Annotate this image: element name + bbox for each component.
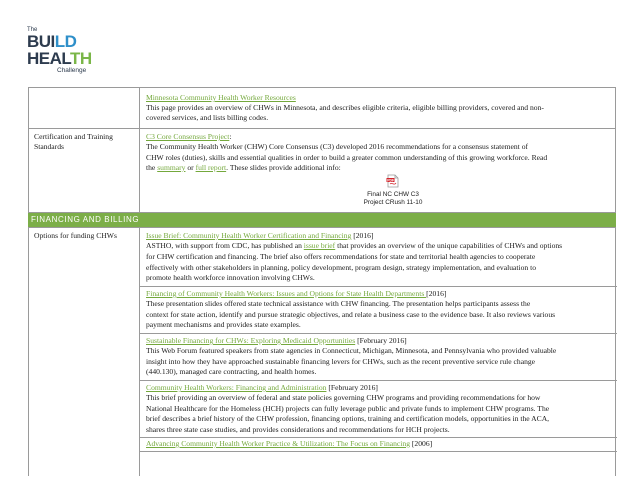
entry-1-line-1 <box>146 241 562 252</box>
pdf-label-line-2[interactable]: Project CRush 11-10 <box>363 199 423 206</box>
entry-divider <box>140 437 617 438</box>
c3-line3-or: or <box>185 163 196 172</box>
section-header-financing-billing: FINANCING AND BILLING <box>28 213 616 227</box>
row-label-cell <box>28 88 139 128</box>
certification-label-line-1: Certification and Training <box>34 132 113 141</box>
entry-4-line-2: National Healthcare for the Homeless (HCH) projects can fully leverage public and private funds to implement CHW programs. The <box>146 404 550 413</box>
logo-the-text: The <box>27 27 38 33</box>
entry-1-line-2: for CHW certification and financing. The brief also offers recommendations for state and territorial health agencies to cooperate <box>146 252 536 261</box>
entry-3-line-2: insight into how they have approached sustainable financing levers for CHWs, such as the recent preventive service rule change <box>146 357 536 366</box>
sustainable-financing-medicaid-link[interactable]: Sustainable Financing for CHWs: Exploring Medicaid Opportunities <box>146 336 356 345</box>
entry-2-line-3: payment mechanisms and provides state examples. <box>146 320 301 329</box>
pdf-label-line-1[interactable]: Final NC CHW C3 <box>367 191 419 198</box>
table-row-funding <box>0 228 638 476</box>
advancing-chw-practice-link[interactable]: Advancing Community Health Worker Practice & Utilization: The Focus on Financing <box>146 439 410 448</box>
funding-label: Options for funding CHWs <box>34 231 117 240</box>
entry-4-line-4: shares three state case studies, and provides considerations and recommendations for HCH projects. <box>146 425 450 434</box>
row-label-cell <box>28 228 139 476</box>
row-content-cell <box>139 129 616 212</box>
logo-build-part-a: BUI <box>27 32 55 51</box>
entry-3-line-1: This Web Forum featured speakers from state agencies in Connecticut, Michigan, Minnesota, and Pennsylvania who provided valuable <box>146 346 557 355</box>
entry-4-title-line <box>146 383 378 394</box>
c3-core-consensus-link[interactable]: C3 Core Consensus Project <box>146 132 230 141</box>
entry-1-line-1-pre: ASTHO, with support from CDC, has published an <box>146 241 304 250</box>
logo-challenge-text: Challenge <box>57 67 87 74</box>
minnesota-description-line-2: covered services, and lists billing codes. <box>146 113 269 122</box>
entry-divider <box>140 380 617 381</box>
full-report-link[interactable]: full report <box>195 163 227 172</box>
logo-health-part-b: TH <box>70 49 92 68</box>
summary-link[interactable]: summary <box>157 163 186 172</box>
chw-financing-administration-link[interactable]: Community Health Workers: Financing and Administration <box>146 383 327 392</box>
svg-text:PDF: PDF <box>387 178 395 183</box>
row-content-cell <box>139 228 616 476</box>
financing-chw-state-departments-link[interactable]: Financing of Community Health Workers: Issues and Options for State Health Departments <box>146 289 427 298</box>
logo-build-part-b: LD <box>54 32 77 51</box>
minnesota-description-line-1: This page provides an overview of CHWs in Minnesota, and describes eligible criteria, eligible billing providers, covered and non- <box>146 103 544 112</box>
entry-divider <box>140 333 617 334</box>
entry-1-line-4: promote health workforce innovation involving CHWs. <box>146 273 315 282</box>
logo-health-part-a: HEAL <box>27 49 71 68</box>
table-row-certification <box>0 129 638 212</box>
entry-4-line-1: This brief providing an overview of federal and state policies governing CHW programs and providing recommendations for how <box>146 393 541 402</box>
entry-4-year: [February 2016] <box>326 383 378 392</box>
c3-description-line-2: CHW roles (duties), skills and essential qualities in order to build a greater common understanding of this growing workforce. Read <box>146 153 548 162</box>
certification-label-line-2: Standards <box>34 142 64 151</box>
row-content-cell <box>139 88 616 128</box>
logo-health-text <box>27 50 92 67</box>
entry-5-year: [2006] <box>410 439 433 448</box>
entry-1-year: [2016] <box>351 231 374 240</box>
logo-build-text <box>27 33 76 50</box>
astho-issue-brief-title-link[interactable]: Issue Brief: Community Health Worker Certification and Financing <box>146 231 352 240</box>
entry-3-title-line <box>146 336 407 347</box>
c3-line3-post: . These slides provide additional info: <box>226 163 341 172</box>
entry-1-line-1-post: that provides an overview of the unique capabilities of CHWs and options <box>335 241 563 250</box>
entry-5-title-line <box>146 439 432 450</box>
row-label-cell <box>28 129 139 212</box>
entry-divider <box>140 286 617 287</box>
entry-3-year: [February 2016] <box>355 336 407 345</box>
minnesota-chw-resources-link[interactable]: Minnesota Community Health Worker Resources <box>146 93 296 102</box>
entry-2-line-1: These presentation slides offered state technical assistance with CHW financing. The presentation helps participants assess the <box>146 299 531 308</box>
entry-2-line-2: context for state action, identify and pursue strategic objectives, and relate a business case to the evidence base. It also reviews various <box>146 310 556 319</box>
entry-1-title-line <box>146 231 373 242</box>
entry-2-year: [2016] <box>426 289 447 298</box>
table-row-minnesota <box>0 88 638 128</box>
entry-3-line-3: (440.130), managed care contracting, and health homes. <box>146 367 317 376</box>
entry-1-line-3: effectively with other stakeholders in planning, policy development, program design, strategy implementation, and evaluation to <box>146 263 536 272</box>
c3-title-colon: : <box>229 132 232 141</box>
c3-description-line-3 <box>146 163 341 174</box>
build-health-challenge-logo <box>27 27 97 77</box>
issue-brief-link[interactable]: issue brief <box>303 241 336 250</box>
pdf-file-icon[interactable] <box>386 174 400 188</box>
entry-4-line-3: brief describes a brief history of the CHW profession, financing options, training and certification models, opportunities in the ACA, <box>146 414 550 423</box>
c3-title-line <box>146 132 231 143</box>
c3-line3-pre: the <box>146 163 158 172</box>
c3-description-line-1: The Community Health Worker (CHW) Core Consensus (C3) developed 2016 recommendations for a consensus statement of <box>146 142 529 151</box>
entry-divider <box>140 451 617 452</box>
entry-2-title-line <box>146 289 446 300</box>
